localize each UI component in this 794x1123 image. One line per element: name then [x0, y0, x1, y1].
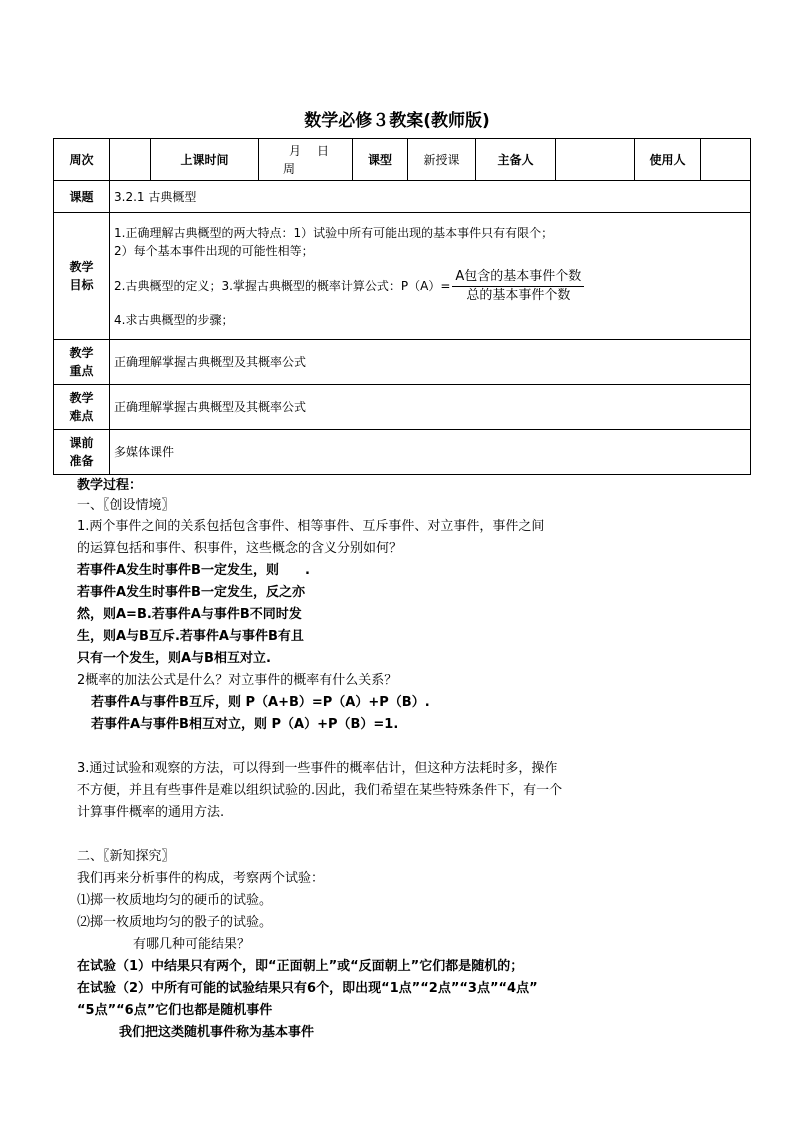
section-2-line-2: ⑴掷一枚质地均匀的硬币的试验。 [77, 893, 273, 908]
teaching-process [77, 476, 717, 1044]
question-3-line-1: 3.通过试验和观察的方法，可以得到一些事件的概率估计，但这种方法耗时多，操作 [77, 761, 558, 776]
section-2-line-6: 在试验（2）中所有可能的试验结果只有6个，即出现“1点”“2点”“3点”“4点” [77, 981, 538, 996]
preparation-value: 多媒体课件 [110, 430, 751, 475]
lesson-info-table [53, 138, 751, 475]
preparation-label [54, 430, 110, 475]
answer-1-line-4: 生，则A与B互斥.若事件A与事件B有且 [77, 629, 304, 644]
objective-line-3 [114, 268, 746, 305]
objectives-label-line1: 教学 [69, 260, 94, 274]
class-time-label: 上课时间 [151, 139, 259, 181]
date-week: 周 [283, 161, 296, 176]
key-points-label [54, 340, 110, 385]
objective-line-3-prefix: 2.古典概型的定义；3.掌握古典概型的概率计算公式：P（A）= [114, 278, 451, 293]
section-2-line-5: 在试验（1）中结果只有两个，即“正面朝上”或“反面朝上”它们都是随机的； [77, 959, 524, 974]
difficulties-label-line2: 难点 [69, 409, 94, 423]
key-points-row [54, 340, 751, 385]
key-points-value: 正确理解掌握古典概型及其概率公式 [110, 340, 751, 385]
difficulties-row [54, 385, 751, 430]
section-2-heading: 二、〖新知探究〗 [77, 849, 175, 864]
preparation-row [54, 430, 751, 475]
header-row [54, 139, 751, 181]
section-2-line-4: 有哪几种可能结果？ [133, 937, 251, 952]
difficulties-label-line1: 教学 [69, 391, 94, 405]
preparation-label-line2: 准备 [69, 454, 94, 468]
preparer-label: 主备人 [476, 139, 556, 181]
probability-formula [452, 268, 584, 305]
objective-line-2: 2）每个基本事件出现的可能性相等； [114, 243, 314, 258]
objectives-row [54, 213, 751, 340]
key-points-label-line1: 教学 [69, 346, 94, 360]
formula-numerator: A包含的基本事件个数 [452, 268, 584, 287]
date-month: 月 [289, 143, 302, 158]
user-label: 使用人 [635, 139, 701, 181]
section-2-line-7: “5点”“6点”它们也都是随机事件 [77, 1003, 273, 1018]
question-3-line-2: 不方便，并且有些事件是难以组织试验的.因此，我们希望在某些特殊条件下，有一个 [77, 783, 563, 798]
week-label: 周次 [54, 139, 110, 181]
section-1-heading: 一、〖创设情境〗 [77, 498, 175, 513]
type-label: 课型 [353, 139, 408, 181]
objectives-label-line2: 目标 [69, 278, 94, 292]
answer-1-line-5: 只有一个发生，则A与B相互对立. [77, 651, 271, 666]
process-heading: 教学过程： [77, 478, 143, 493]
section-2-line-8: 我们把这类随机事件称为基本事件 [119, 1025, 315, 1040]
difficulties-label [54, 385, 110, 430]
class-date-cell [259, 139, 353, 181]
objectives-content [110, 213, 751, 340]
formula-denominator: 总的基本事件个数 [466, 287, 571, 303]
page-title: 数学必修３教案(教师版) [304, 111, 490, 131]
preparation-label-line1: 课前 [69, 436, 94, 450]
objective-line-4: 4.求古典概型的步骤； [114, 312, 234, 327]
question-3-line-3: 计算事件概率的通用方法. [77, 805, 225, 820]
answer-1-line-3: 然，则A=B.若事件A与事件B不同时发 [77, 607, 302, 622]
objectives-label [54, 213, 110, 340]
question-1-line-1: 1.两个事件之间的关系包括包含事件、相等事件、互斥事件、对立事件，事件之间 [77, 519, 545, 534]
question-2: 2概率的加法公式是什么？对立事件的概率有什么关系？ [77, 673, 398, 688]
question-1-line-2: 的运算包括和事件、积事件，这些概念的含义分别如何？ [77, 541, 403, 556]
key-points-label-line2: 重点 [69, 364, 94, 378]
section-2-line-1: 我们再来分析事件的构成，考察两个试验： [77, 871, 325, 886]
answer-2-line-2: 若事件A与事件B相互对立，则 P（A）+P（B）=1. [91, 717, 399, 732]
date-day: 日 [317, 143, 330, 158]
type-value: 新授课 [408, 139, 476, 181]
preparer-value [556, 139, 635, 181]
objective-line-1: 1.正确理解古典概型的两大特点：1）试验中所有可能出现的基本事件只有有限个； [114, 225, 554, 240]
difficulties-value: 正确理解掌握古典概型及其概率公式 [110, 385, 751, 430]
week-value [110, 139, 151, 181]
answer-1-line-2: 若事件A发生时事件B一定发生，反之亦 [77, 585, 305, 600]
topic-row [54, 181, 751, 213]
user-value [701, 139, 751, 181]
answer-2-line-1: 若事件A与事件B互斥，则 P（A+B）=P（A）+P（B）. [91, 695, 430, 710]
answer-1-line-1: 若事件A发生时事件B一定发生，则 . [77, 563, 310, 578]
section-2-line-3: ⑵掷一枚质地均匀的骰子的试验。 [77, 915, 273, 930]
topic-value: 3.2.1 古典概型 [110, 181, 751, 213]
topic-label: 课题 [54, 181, 110, 213]
